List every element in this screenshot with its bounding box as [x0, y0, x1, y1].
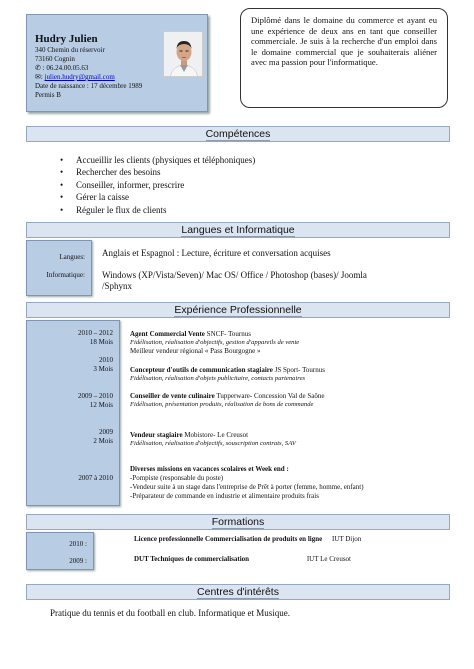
date-duration: 12 Mois [89, 401, 113, 409]
email-line [35, 73, 115, 82]
languages-value: Anglais et Espagnol : Lecture, écriture et conversation acquises [102, 248, 331, 258]
languages-sidebar [26, 240, 92, 296]
phone-number: : 06.24.00.05.63 [42, 64, 89, 72]
job-title: Concepteur d'outils de communication stagiaire [130, 366, 273, 374]
city: 73160 Cognin [35, 55, 75, 63]
job-description: Fidélisation, réalisation d'objectifs, gestion d'appareils de vente [130, 339, 300, 346]
date-range: 2007 à 2010 [78, 474, 113, 482]
skill-item: • Accueillir les clients (physiques et téléphoniques) [60, 154, 255, 166]
education-year: 2010 : [69, 540, 87, 548]
date-range: 2010 [99, 356, 113, 364]
driving-permit: Permis B [35, 91, 61, 99]
date-duration: 2 Mois [93, 437, 113, 445]
skill-item: • Réguler le flux de clients [60, 204, 255, 216]
address: 340 Chemin du réservoir [35, 46, 105, 54]
education-line [134, 535, 361, 544]
education-years-sidebar [26, 532, 94, 570]
education-year: 2009 : [69, 557, 87, 565]
candidate-name: Hudry Julien [35, 33, 98, 45]
job-achievement: Meilleur vendeur régional « Pass Bourgogne » [130, 347, 261, 355]
date-duration: 18 Mois [89, 338, 113, 346]
job-title: Vendeur stagiaire [130, 431, 183, 439]
job-description: Fidélisation, réalisation d'objectifs, souscription contrats, SAV [130, 440, 296, 447]
date-range: 2009 – 2010 [78, 392, 113, 400]
skill-item: • Rechercher des besoins [60, 166, 255, 178]
job-line [130, 330, 251, 339]
skill-item: • Conseiller, informer, prescrire [60, 179, 255, 191]
section-header-languages: Langues et Informatique [26, 222, 450, 238]
email-link[interactable]: julien.hudry@gmail.com [44, 73, 115, 81]
languages-label: Langues: [59, 253, 85, 261]
phone-line [35, 64, 88, 73]
job-company: Mobistore- Le Creusot [184, 431, 249, 439]
it-value-line2: /Sphynx [102, 281, 133, 291]
school: IUT Dijon [331, 535, 362, 543]
job-line [130, 431, 248, 440]
profile-photo [163, 31, 203, 77]
section-header-skills: Compétences [26, 126, 450, 142]
interests-text: Pratique du tennis et du football en club. Informatique et Musique. [50, 608, 290, 618]
job-line [130, 392, 324, 401]
job-company: SNCF- Tournus [206, 330, 251, 338]
skills-list [60, 154, 255, 216]
phone-icon: ✆ [35, 64, 41, 72]
identity-box [26, 14, 208, 112]
job-title: Conseiller de vente culinaire [130, 392, 215, 400]
date-range: 2009 [99, 428, 113, 436]
school: IUT Le Creusot [306, 555, 352, 563]
section-header-interests: Centres d'intérêts [26, 584, 450, 600]
profile-summary: Diplômé dans le domaine du commerce et ayant eu une expérience de deux ans en tant que conseiller commerciale. Je suis à la recherche d'un emploi dans le domaine commercial que je souhaiterais aliéner avec ma passion pour l'informatique. [240, 8, 448, 108]
job-company: JS Sport- Tournus [274, 366, 325, 374]
job-company: Tupperware- Concession Val de Saône [216, 392, 325, 400]
section-header-experience: Expérience Professionnelle [26, 302, 450, 318]
degree: Licence professionnelle Commercialisation de produits en ligne [134, 535, 323, 543]
date-range: 2010 – 2012 [78, 329, 113, 337]
email-icon: ✉: [35, 73, 43, 81]
section-header-education: Formations [26, 514, 450, 530]
summer-job-item: -Vendeur suite à un stage dans l'entreprise de Prêt à porter (femme, homme, enfant) [130, 483, 364, 491]
education-line [134, 555, 351, 564]
job-description: Fidélisation, réalisation d'objets publicitaire, contacts partenaires [130, 375, 306, 382]
it-label: Informatique: [46, 271, 85, 279]
date-duration: 3 Mois [93, 365, 113, 373]
job-title: Agent Commercial Vente [130, 330, 205, 338]
summer-job-item: -Préparateur de commande en industrie et alimentaire produits frais [130, 492, 319, 500]
summer-job-item: -Pompiste (responsable du poste) [130, 474, 224, 482]
degree: DUT Techniques de commercialisation [134, 555, 250, 563]
experience-dates-sidebar [26, 320, 120, 506]
birth-date: Date de naissance : 17 décembre 1989 [35, 82, 143, 90]
skill-item: • Gérer la caisse [60, 191, 255, 203]
it-value-line1: Windows (XP/Vista/Seven)/ Mac OS/ Office / Photoshop (bases)/ Joomla [102, 270, 367, 280]
job-description: Fidélisation, présentation produits, réalisation de bons de commande [130, 401, 314, 408]
summer-jobs-title: Diverses missions en vacances scolaires et Week end : [130, 465, 289, 473]
job-line [130, 366, 325, 375]
